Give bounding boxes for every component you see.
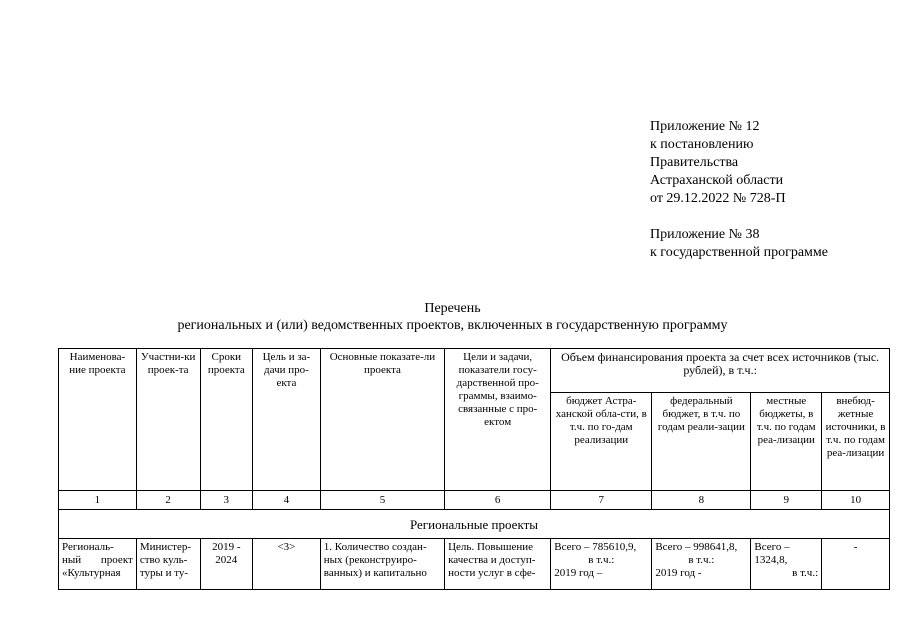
column-number: 2 <box>136 491 200 510</box>
projects-table <box>58 348 890 590</box>
column-number-row <box>59 491 890 510</box>
appendix-line: Правительства <box>650 155 739 170</box>
federal-budget-total: Всего – 998641,8, <box>655 541 738 553</box>
header-extrabudget: внебюд-жетные источники, в т.ч. по годам реа-лизации <box>822 393 890 491</box>
column-number: 8 <box>652 491 751 510</box>
regional-budget-incl: в т.ч.: <box>588 554 615 566</box>
cell-indicators: 1. Количество создан-ных (реконструиро-ванных) и капитально <box>320 539 444 590</box>
section-row <box>59 510 890 539</box>
appendix-line: Приложение № 38 <box>650 227 760 242</box>
cell-regional-budget <box>551 539 652 590</box>
cell-terms: 2019 - 2024 <box>200 539 253 590</box>
column-number: 6 <box>445 491 551 510</box>
cell-goal: <3> <box>253 539 321 590</box>
appendix-line: к постановлению <box>650 137 754 152</box>
header-financing: Объем финансирования проекта за счет всех источников (тыс. рублей), в т.ч.: <box>551 349 890 393</box>
column-number: 10 <box>822 491 890 510</box>
local-budgets-incl: в т.ч.: <box>792 567 819 579</box>
appendix-line: Астраханской области <box>650 173 784 188</box>
column-number: 5 <box>320 491 444 510</box>
appendix-line: к государственной программе <box>650 245 828 260</box>
header-row-1 <box>59 349 890 393</box>
header-name: Наименова-ние проекта <box>59 349 137 491</box>
appendix-block <box>650 118 828 262</box>
cell-federal-budget <box>652 539 751 590</box>
cell-participants: Министер-ство куль-туры и ту- <box>136 539 200 590</box>
column-number: 7 <box>551 491 652 510</box>
column-number: 3 <box>200 491 253 510</box>
regional-budget-year: 2019 год – <box>554 567 603 579</box>
header-local-budgets: местные бюджеты, в т.ч. по годам реа-лизации <box>751 393 822 491</box>
section-title: Региональные проекты <box>59 510 890 539</box>
federal-budget-year: 2019 год - <box>655 567 702 579</box>
cell-extrabudget: - <box>822 539 890 590</box>
spacer <box>650 208 828 226</box>
table-row <box>59 539 890 590</box>
header-federal-budget: федеральный бюджет, в т.ч. по годам реали-зации <box>652 393 751 491</box>
appendix-line: Приложение № 12 <box>650 119 760 134</box>
cell-local-budgets <box>751 539 822 590</box>
federal-budget-incl: в т.ч.: <box>688 554 715 566</box>
header-indicators: Основные показате-ли проекта <box>320 349 444 491</box>
appendix-line: от 29.12.2022 № 728-П <box>650 191 786 206</box>
regional-budget-total: Всего – 785610,9, <box>554 541 637 553</box>
header-goal: Цель и за-дачи про-екта <box>253 349 321 491</box>
column-number: 9 <box>751 491 822 510</box>
cell-program-goals: Цель. Повышение качества и доступ-ности услуг в сфе- <box>445 539 551 590</box>
column-number: 1 <box>59 491 137 510</box>
document-title <box>0 300 905 334</box>
header-terms: Сроки проекта <box>200 349 253 491</box>
local-budgets-total: Всего – 1324,8, <box>754 541 790 566</box>
header-participants: Участни-ки проек-та <box>136 349 200 491</box>
header-program-goals: Цели и задачи, показатели госу-дарственной про-граммы, взаимо-связанные с про-ектом <box>445 349 551 491</box>
header-regional-budget: бюджет Астра-ханской обла-сти, в т.ч. по го-дам реализации <box>551 393 652 491</box>
cell-project-name: Региональ-ный проект «Культурная <box>59 539 137 590</box>
column-number: 4 <box>253 491 321 510</box>
title-line-1: Перечень <box>424 301 481 316</box>
title-line-2: региональных и (или) ведомственных проектов, включенных в государственную программу <box>177 318 728 333</box>
